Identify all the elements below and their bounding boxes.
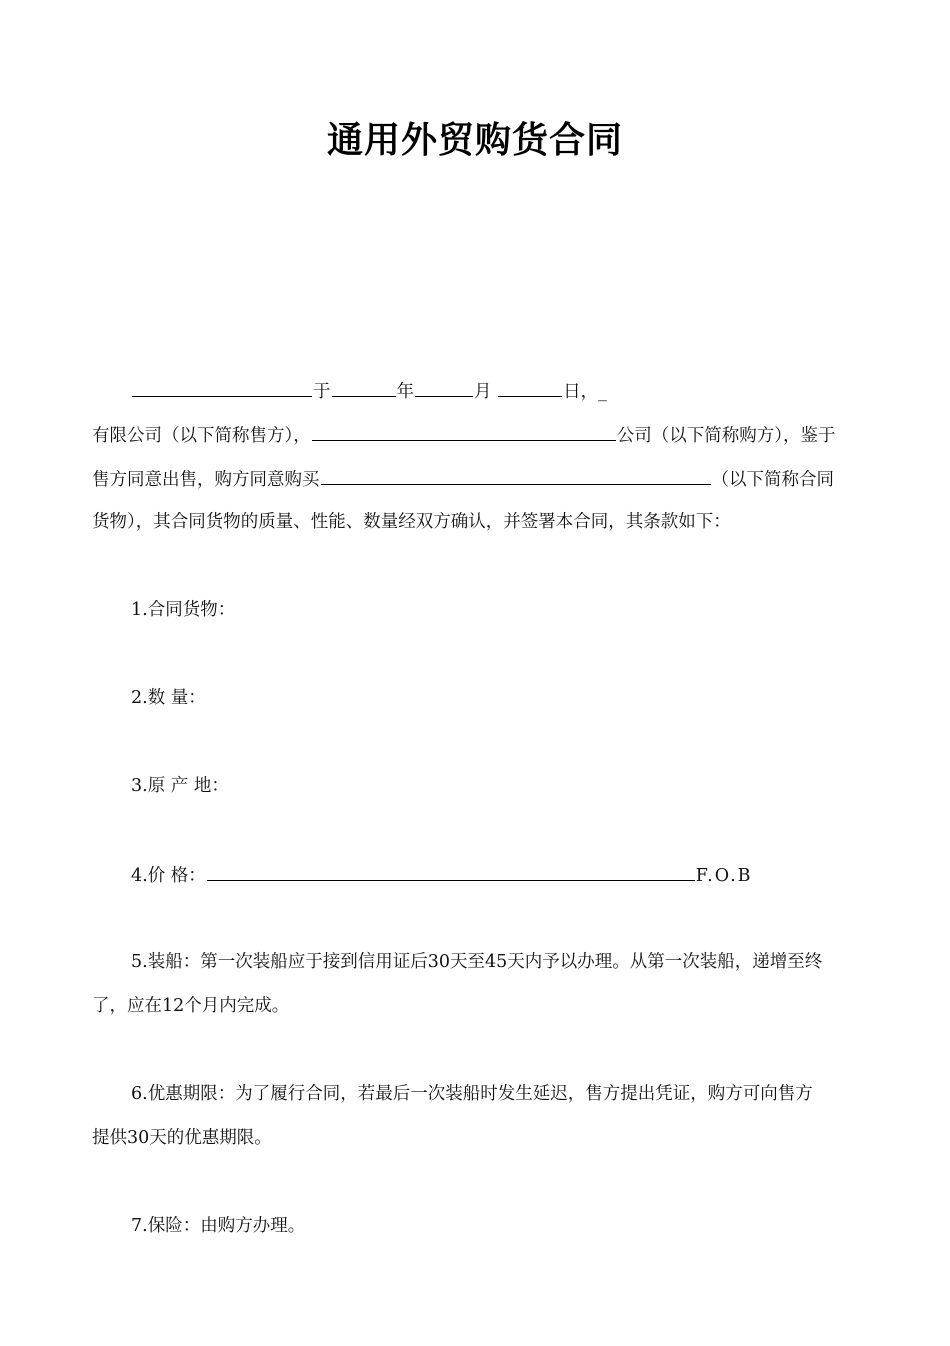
preamble-line-2 <box>92 422 836 446</box>
clause-3-origin: 3.原 产 地： <box>131 776 229 796</box>
party-blank[interactable] <box>132 378 312 397</box>
day-blank[interactable] <box>498 378 562 397</box>
preamble-line-1 <box>131 378 607 402</box>
purchase-label: 售方同意出售，购方同意购买 <box>92 470 320 490</box>
clause-5-shipment-line-2: 了，应在12个月内完成。 <box>92 996 290 1016</box>
price-term: F.O.B <box>695 866 753 886</box>
preamble-line-3 <box>92 466 834 490</box>
text-month: 月 <box>474 382 492 402</box>
clause-7-insurance: 7.保险：由购方办理。 <box>131 1216 306 1236</box>
document-title: 通用外贸购货合同 <box>326 120 623 161</box>
goods-blank[interactable] <box>321 466 711 485</box>
clause-6-grace-line-2: 提供30天的优惠期限。 <box>92 1128 272 1148</box>
price-blank[interactable] <box>207 862 695 881</box>
clause-2-quantity: 2.数 量： <box>131 688 206 708</box>
clause-6-grace-line-1: 6.优惠期限：为了履行合同，若最后一次装船时发生延迟，售方提出凭证，购方可向售方 <box>131 1084 813 1104</box>
clause-1-goods: 1.合同货物： <box>131 600 236 620</box>
preamble-line-4: 货物），其合同货物的质量、性能、数量经双方确认，并签署本合同，其条款如下： <box>92 512 731 532</box>
price-label: 4.价 格： <box>131 866 206 886</box>
goods-abbrev-label: （以下简称合同 <box>711 470 834 490</box>
text-underscore: _ <box>598 382 607 402</box>
buyer-label: 公司（以下简称购方），鉴于 <box>616 426 836 446</box>
buyer-company-blank[interactable] <box>312 422 616 441</box>
text-day: 日， <box>563 382 599 402</box>
clause-4-price <box>131 862 753 886</box>
clause-5-shipment-line-1: 5.装船：第一次装船应于接到信用证后30天至45天内予以办理。从第一次装船，递增至终 <box>131 952 823 972</box>
year-blank[interactable] <box>332 378 396 397</box>
seller-label: 有限公司（以下简称售方）， <box>92 426 311 446</box>
month-blank[interactable] <box>415 378 473 397</box>
text-yu: 于 <box>313 382 331 402</box>
text-year: 年 <box>396 382 414 402</box>
